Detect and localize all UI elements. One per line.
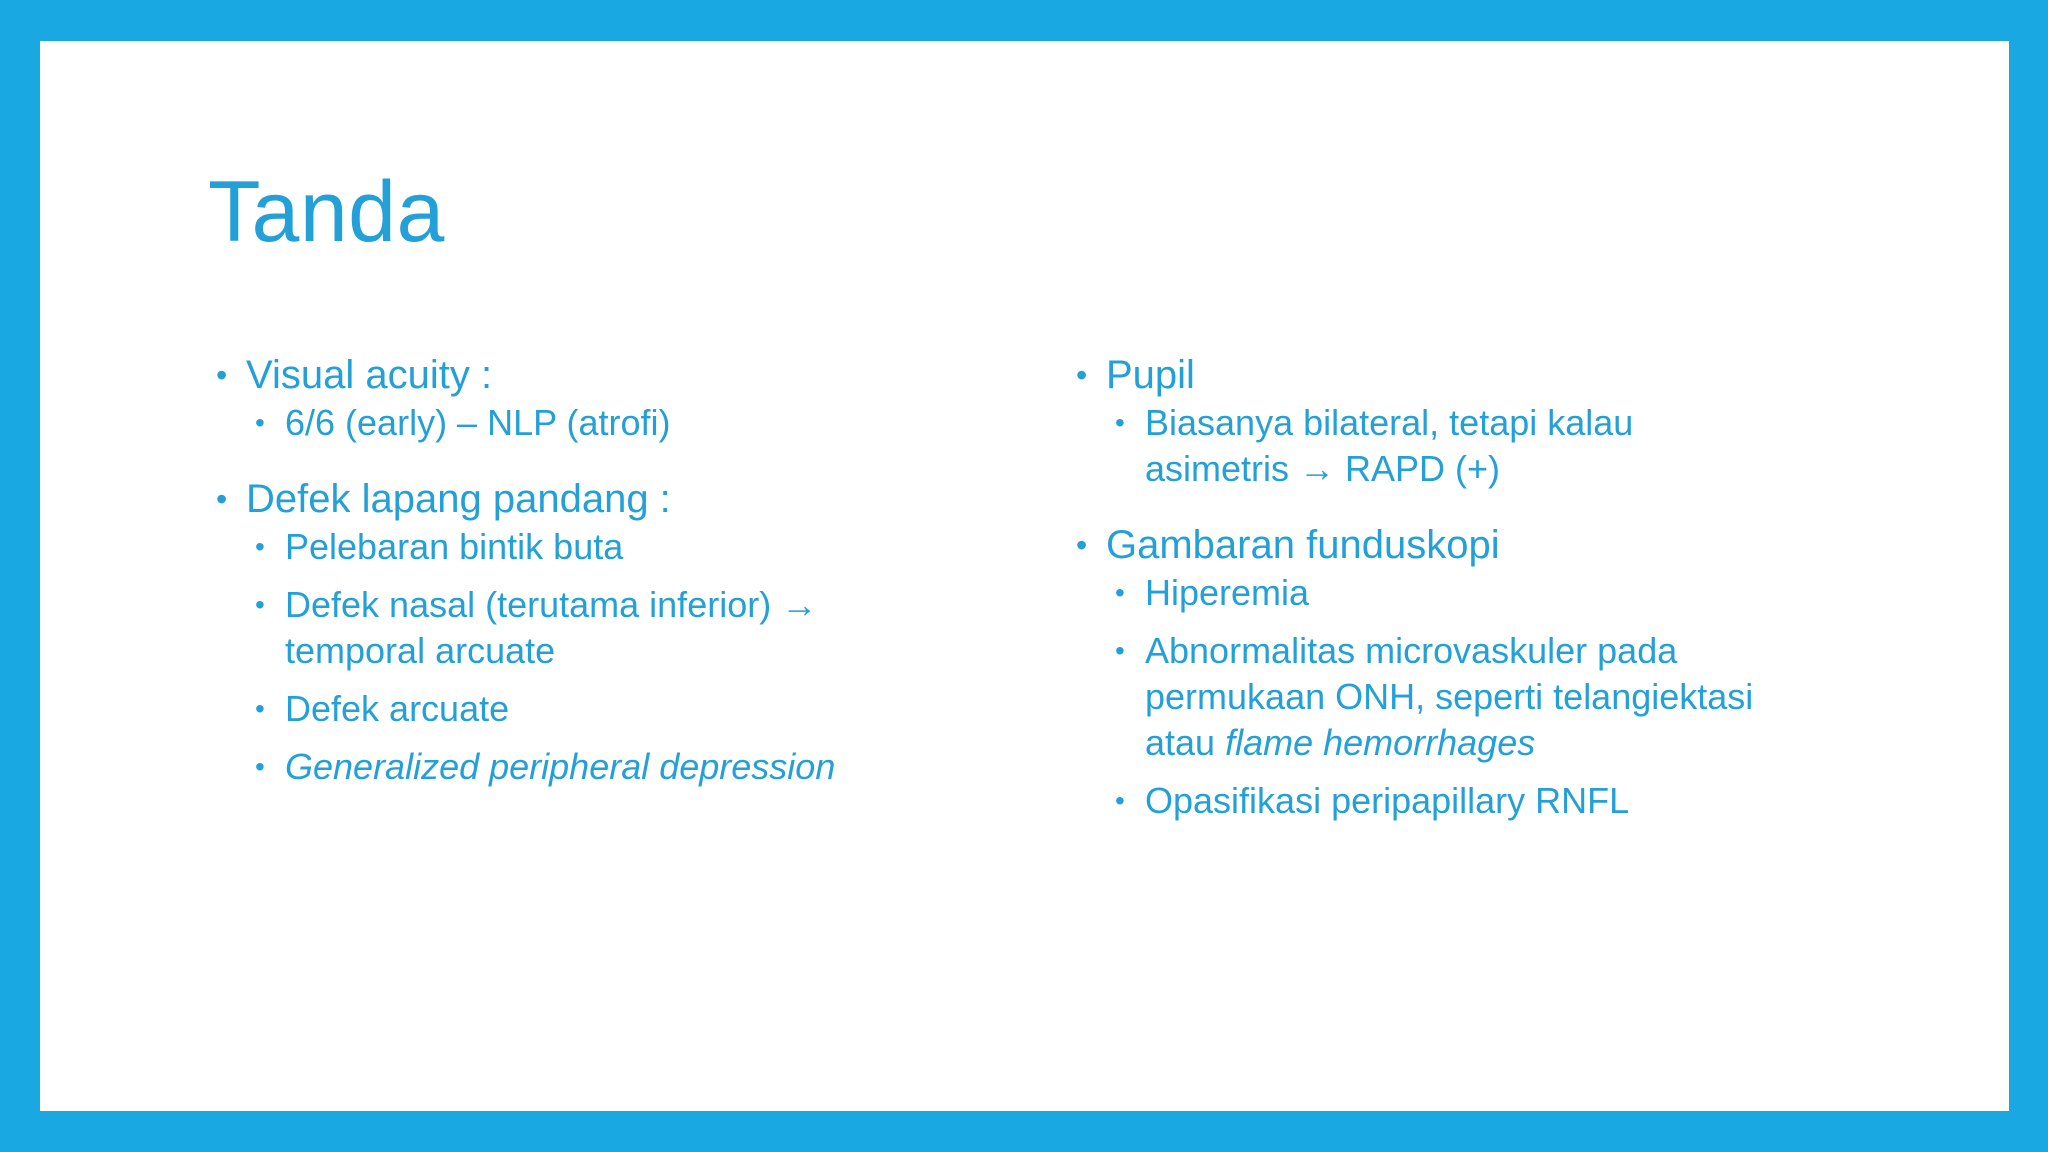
sub-bullet bbox=[1115, 628, 1856, 766]
sub-bullet-text: Biasanya bilateral, tetapi kalau bbox=[1145, 402, 1634, 443]
sub-bullet-list bbox=[1106, 570, 1856, 824]
sub-bullet-text: Defek nasal (terutama inferior) → bbox=[285, 584, 818, 625]
left-column bbox=[216, 352, 936, 820]
slide-title: Tanda bbox=[208, 164, 445, 260]
sub-bullet-list bbox=[246, 524, 936, 790]
sub-bullet bbox=[255, 400, 936, 446]
sub-bullet-text-continued: temporal arcuate bbox=[285, 630, 556, 671]
sub-bullet-text-italic: flame hemorrhages bbox=[1225, 722, 1536, 763]
sub-bullet bbox=[1115, 400, 1856, 492]
sub-bullet bbox=[255, 686, 936, 732]
bullet-label: • Pupil bbox=[1106, 353, 1195, 397]
sub-bullet-text: Generalized peripheral depression bbox=[285, 746, 836, 787]
bullet-visual-acuity bbox=[216, 352, 936, 446]
sub-bullet bbox=[1115, 778, 1856, 824]
bullet-pupil bbox=[1076, 352, 1856, 492]
bullet-label: • Gambaran funduskopi bbox=[1106, 523, 1500, 567]
right-bullet-list bbox=[1076, 352, 1856, 824]
slide bbox=[40, 41, 2009, 1111]
sub-bullet-text: Abnormalitas microvaskuler pada bbox=[1145, 630, 1678, 671]
sub-bullet bbox=[255, 744, 936, 790]
sub-bullet bbox=[1115, 570, 1856, 616]
sub-bullet-text-prefix: atau bbox=[1145, 722, 1226, 763]
sub-bullet-text: Pelebaran bintik buta bbox=[285, 526, 624, 567]
right-column bbox=[1076, 352, 1856, 854]
sub-bullet bbox=[255, 582, 936, 674]
sub-bullet-text: Opasifikasi peripapillary RNFL bbox=[1145, 780, 1630, 821]
sub-bullet-text-continued: asimetris → RAPD (+) bbox=[1145, 448, 1501, 489]
sub-bullet-list bbox=[1106, 400, 1856, 492]
bullet-defek-lapang-pandang bbox=[216, 476, 936, 790]
sub-bullet-text: Defek arcuate bbox=[285, 688, 510, 729]
bullet-label: • Defek lapang pandang : bbox=[246, 477, 671, 521]
bullet-gambaran-funduskopi bbox=[1076, 522, 1856, 824]
sub-bullet-text-continued: permukaan ONH, seperti telangiektasi bbox=[1145, 676, 1754, 717]
sub-bullet-text: Hiperemia bbox=[1145, 572, 1310, 613]
sub-bullet-text: 6/6 (early) – NLP (atrofi) bbox=[285, 402, 671, 443]
bullet-label: • Visual acuity : bbox=[246, 353, 493, 397]
left-bullet-list bbox=[216, 352, 936, 790]
sub-bullet-list bbox=[246, 400, 936, 446]
sub-bullet bbox=[255, 524, 936, 570]
